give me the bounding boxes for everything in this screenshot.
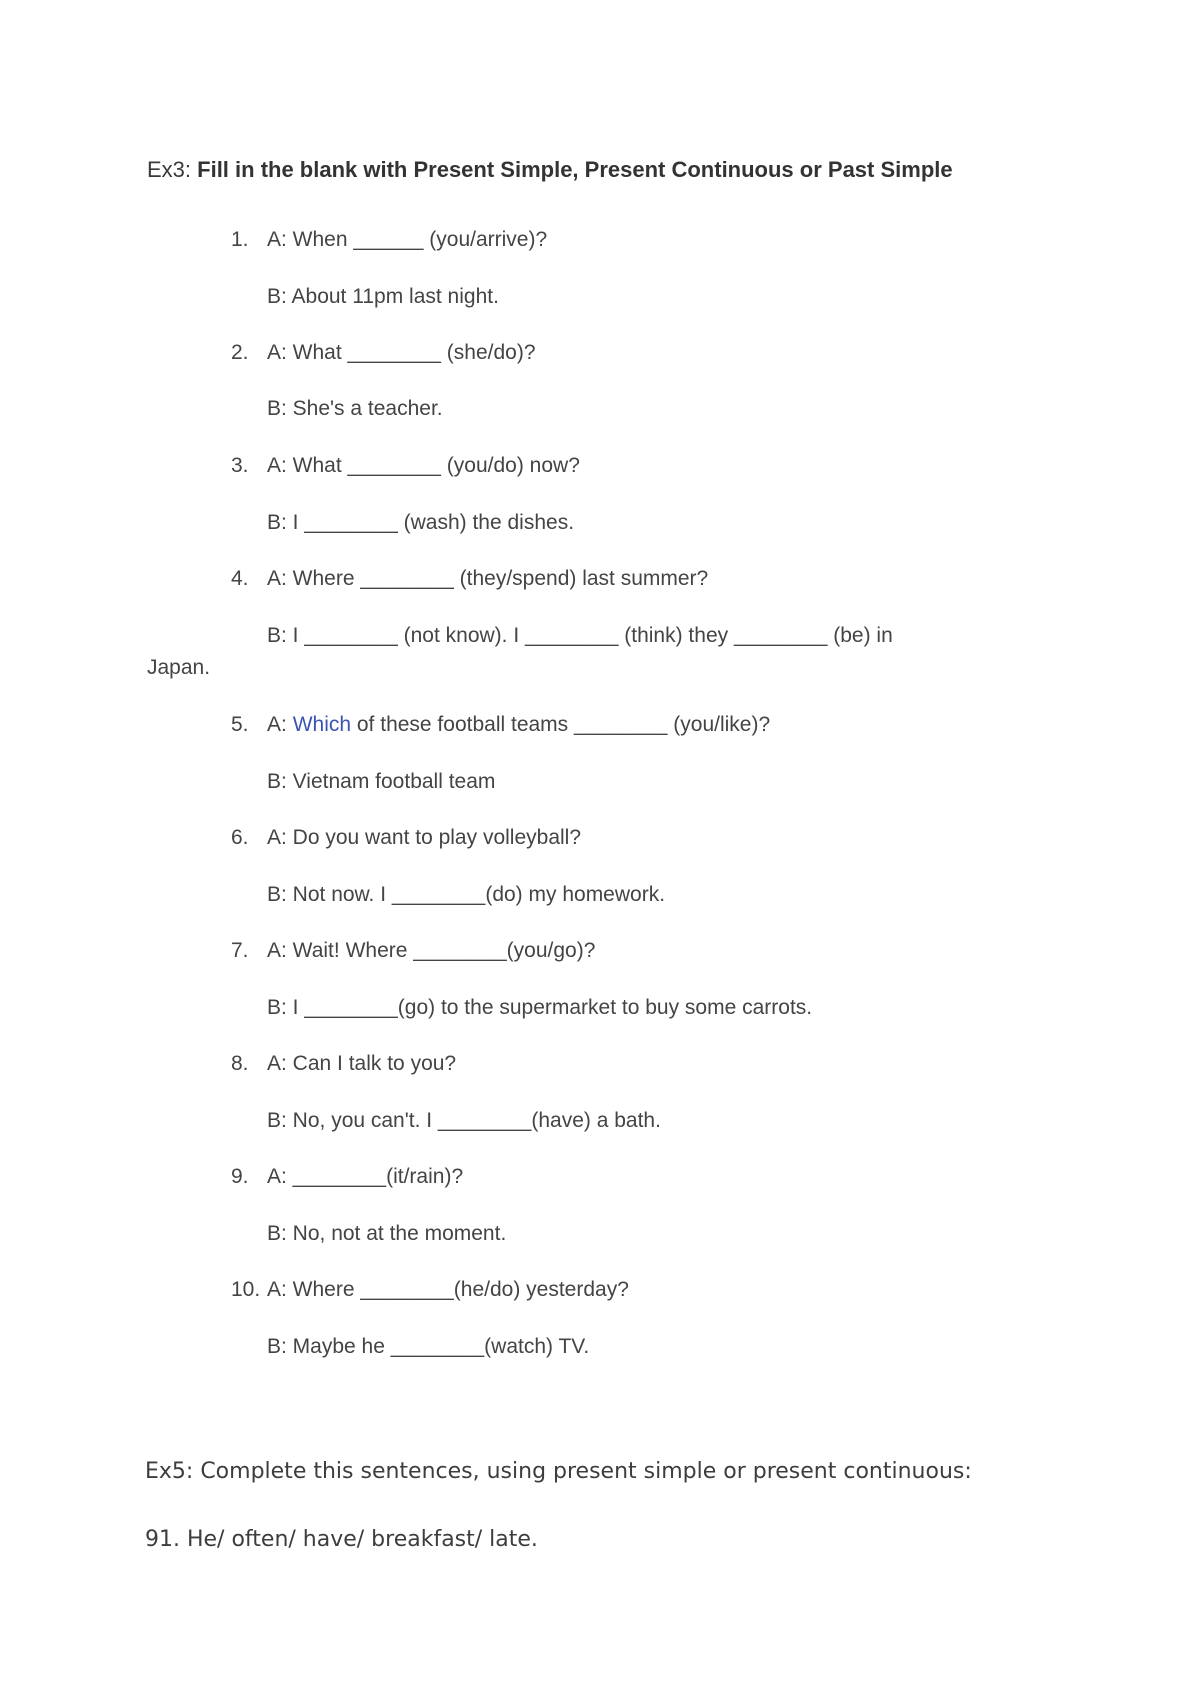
item-answer-b: B: I ________ (wash) the dishes.	[267, 511, 575, 534]
item-answer-b: B: Not now. I ________(do) my homework.	[267, 883, 666, 906]
item-number: 10.	[231, 1278, 261, 1301]
exercise-3-heading	[147, 157, 953, 183]
item-question-a-prefix: A:	[267, 713, 293, 736]
item-number: 3.	[231, 454, 249, 477]
item-number: 4.	[231, 567, 249, 590]
item-answer-b: B: I ________ (not know). I ________ (think) they ________ (be) in	[267, 624, 893, 647]
item-answer-b-continued: Japan.	[147, 656, 211, 679]
item-question-a: A: Where ________(he/do) yesterday?	[267, 1278, 629, 1301]
item-question-a: A: What ________ (she/do)?	[267, 341, 536, 364]
item-answer-b: B: I ________(go) to the supermarket to buy some carrots.	[267, 996, 813, 1019]
item-answer-b: B: She's a teacher.	[267, 397, 443, 420]
item-question-a: A: Can I talk to you?	[267, 1052, 457, 1075]
item-answer-b: B: Vietnam football team	[267, 770, 496, 793]
item-answer-b: B: No, not at the moment.	[267, 1222, 507, 1245]
item-number: 9.	[231, 1165, 249, 1188]
which-link[interactable]: Which	[292, 713, 352, 736]
item-question-a: A: ________(it/rain)?	[267, 1165, 464, 1188]
item-number: 1.	[231, 228, 249, 251]
item-question-a-suffix: of these football teams ________ (you/like)?	[351, 713, 771, 736]
item-question-a: A: Where ________ (they/spend) last summer?	[267, 567, 709, 590]
item-question-a: A: Wait! Where ________(you/go)?	[267, 939, 596, 962]
item-number: 5.	[231, 713, 249, 736]
item-number: 8.	[231, 1052, 249, 1075]
item-question-a	[267, 713, 770, 737]
exercise-3-title: Fill in the blank with Present Simple, Present Continuous or Past Simple	[197, 157, 953, 182]
item-answer-b: B: Maybe he ________(watch) TV.	[267, 1335, 590, 1358]
item-question-a: A: Do you want to play volleyball?	[267, 826, 582, 849]
item-answer-b: B: About 11pm last night.	[267, 285, 499, 308]
exercise-5-heading: Ex5: Complete this sentences, using present simple or present continuous:	[145, 1459, 972, 1484]
item-answer-b: B: No, you can't. I ________(have) a bath.	[267, 1109, 661, 1132]
item-number: 2.	[231, 341, 249, 364]
item-number: 6.	[231, 826, 249, 849]
exercise-3-prefix: Ex3:	[147, 157, 198, 182]
item-question-a: A: What ________ (you/do) now?	[267, 454, 580, 477]
item-number: 7.	[231, 939, 249, 962]
item-question-a: A: When ______ (you/arrive)?	[267, 228, 548, 251]
exercise-5-sentence: 91. He/ often/ have/ breakfast/ late.	[145, 1527, 538, 1552]
